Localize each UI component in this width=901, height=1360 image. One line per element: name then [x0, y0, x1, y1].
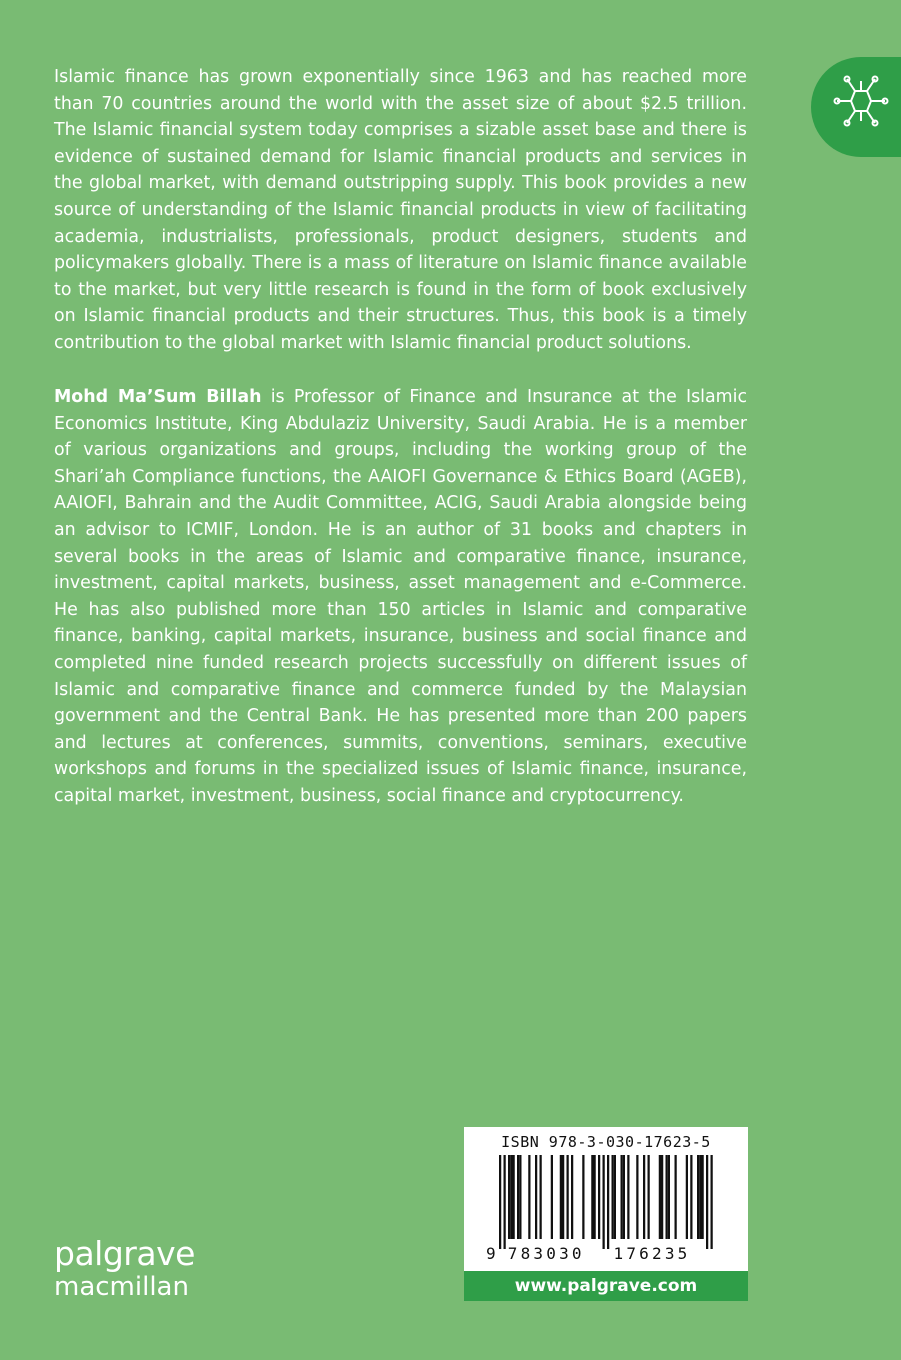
barcode-bar	[686, 1155, 688, 1239]
publisher-wordmark	[54, 1236, 195, 1302]
barcode-bar	[661, 1155, 663, 1239]
barcode-bar	[571, 1155, 573, 1239]
barcode-bar	[659, 1155, 661, 1239]
barcode-bar	[551, 1155, 553, 1239]
publisher-wordmark-line1: palgrave	[54, 1234, 195, 1273]
barcode-bar	[668, 1155, 670, 1239]
barcode-bar	[562, 1155, 564, 1239]
barcode-bar	[702, 1155, 704, 1239]
back-cover-blurb: Islamic finance has grown exponentially since 1963 and has reached more than 70 countries around the world with the asset size of about $2.5 trillion. The Islamic financial system today comprises a sizable asset base and there is evidence of sustained demand for Islamic financial products and services in the global market, with demand outstripping supply. This book provides a new source of understanding of the Islamic financial products in view of facilitating academia, industrialists, professionals, product designers, students and policymakers globally. There is a mass of literature on Islamic finance available to the market, but very little research is found in the form of book exclusively on Islamic financial products and their structures. Thus, this book is a timely contribution to the global market with Islamic financial product solutions.	[54, 67, 747, 353]
barcode-bar	[517, 1155, 519, 1239]
network-node-icon	[833, 73, 889, 129]
barcode-bar	[623, 1155, 625, 1239]
barcode-bar	[607, 1155, 609, 1249]
barcode-bar	[675, 1155, 677, 1239]
barcode-bar	[519, 1155, 521, 1239]
barcode-panel	[464, 1127, 748, 1271]
publisher-url[interactable]: www.palgrave.com	[464, 1271, 748, 1301]
barcode	[464, 1127, 748, 1271]
barcode-bar	[528, 1155, 530, 1239]
barcode-bar	[711, 1155, 713, 1249]
barcode-bar	[582, 1155, 584, 1239]
barcode-bar	[560, 1155, 562, 1239]
publisher-wordmark-line2: macmillan	[54, 1272, 189, 1302]
barcode-bar	[513, 1155, 515, 1239]
barcode-bar	[621, 1155, 623, 1239]
barcode-bar	[598, 1155, 600, 1239]
isbn-label: ISBN 978-3-030-17623-5	[501, 1133, 711, 1151]
barcode-bar	[508, 1155, 510, 1239]
barcode-bar	[614, 1155, 616, 1239]
barcode-digits-right: 176235	[613, 1244, 691, 1263]
barcode-bar	[540, 1155, 542, 1239]
barcode-bar	[627, 1155, 629, 1239]
barcode-bar	[603, 1155, 605, 1249]
barcode-bar	[690, 1155, 692, 1239]
barcode-bar	[706, 1155, 708, 1249]
author-name: Mohd Ma’Sum Billah	[54, 387, 262, 407]
barcode-bar	[567, 1155, 569, 1239]
barcode-bar	[697, 1155, 699, 1239]
author-bio	[54, 384, 747, 810]
barcode-bar	[594, 1155, 596, 1239]
barcode-bar	[591, 1155, 593, 1239]
barcode-digit-first: 9	[486, 1244, 499, 1263]
barcode-bar	[535, 1155, 537, 1239]
barcode-bar	[636, 1155, 638, 1239]
publisher-logo-tab	[811, 57, 901, 157]
barcode-bar	[612, 1155, 614, 1239]
author-bio-text: is Professor of Finance and Insurance at the Islamic Economics Institute, King Abdulaziz University, Saudi Arabia. He is a member of various organizations and groups, including the working group of the Shari’ah Compliance functions, the AAIOFI Governance & Ethics Board (AGEB), AAIOFI, Bahrain and the Audit Committee, ACIG, Saudi Arabia alongside being an advisor to ICMIF, London. He is an author of 31 books and chapters in several books in the areas of Islamic and comparative finance, insurance, investment, capital markets, business, asset management and e-Commerce. He has also published more than 150 articles in Islamic and comparative finance, banking, capital markets, insurance, business and social finance and completed nine funded research projects successfully on different issues of Islamic and comparative finance and commerce funded by the Malaysian government and the Central Bank. He has presented more than 200 papers and lectures at conferences, summits, conventions, seminars, executive workshops and forums in the specialized issues of Islamic finance, insurance, capital market, investment, business, social finance and cryptocurrency.	[54, 387, 747, 806]
barcode-bar	[666, 1155, 668, 1239]
barcode-bar	[504, 1155, 506, 1249]
barcode-bar	[643, 1155, 645, 1239]
barcode-bar	[510, 1155, 512, 1239]
barcode-bar	[499, 1155, 501, 1249]
barcode-bar	[699, 1155, 701, 1239]
barcode-bar	[648, 1155, 650, 1239]
barcode-digits-left: 783030	[507, 1244, 585, 1263]
